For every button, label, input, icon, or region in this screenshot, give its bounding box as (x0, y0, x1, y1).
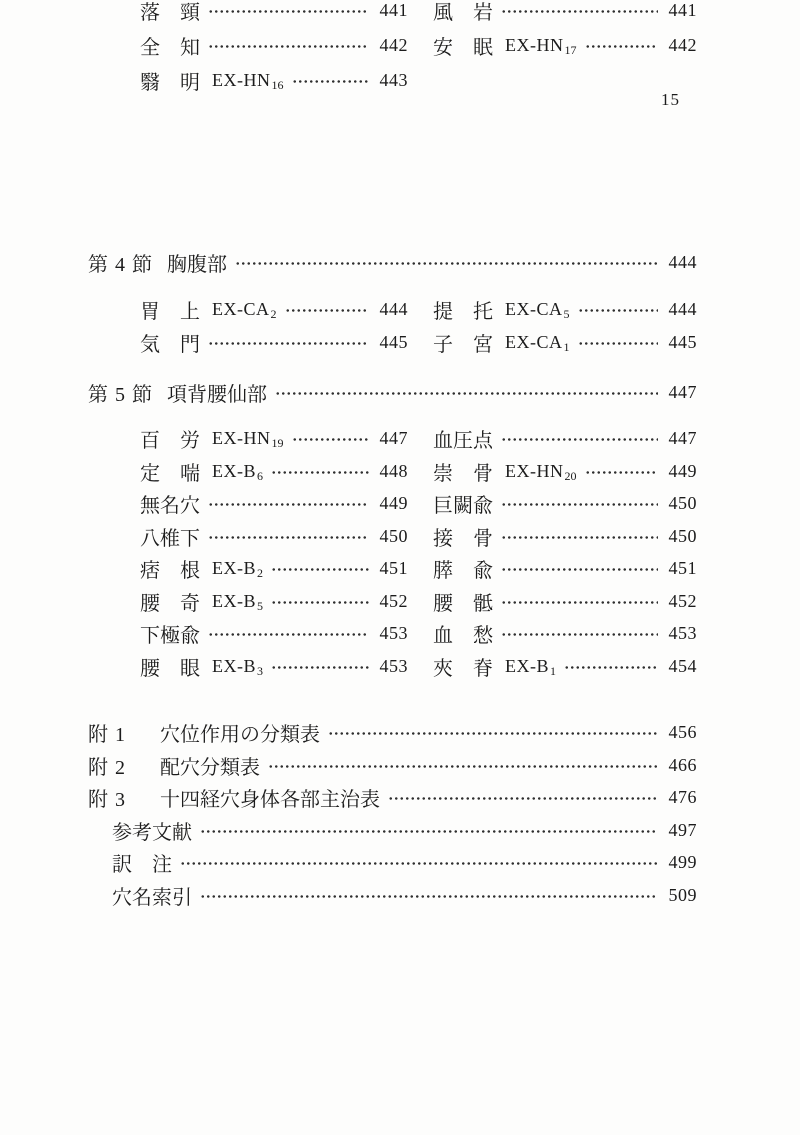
dot-leader (585, 471, 659, 474)
dot-leader (501, 438, 658, 441)
dot-leader (501, 601, 658, 604)
page-ref: 441 (668, 0, 697, 20)
appendix-title: 配穴分類表 (160, 756, 260, 779)
point-name: 落 頸 (140, 2, 200, 24)
page-ref: 442 (379, 35, 408, 55)
point-name: 百 労 (140, 430, 200, 452)
toc-entry (140, 299, 408, 323)
point-name: 定 喘 (140, 462, 200, 485)
toc-entry (433, 525, 697, 550)
page-ref: 443 (379, 70, 408, 90)
page-ref: 509 (668, 884, 697, 905)
toc-entry (433, 558, 697, 582)
toc-entry (433, 331, 697, 356)
dot-leader (501, 536, 658, 539)
dot-leader (271, 568, 369, 571)
appendix-label: 附 2 (88, 756, 126, 779)
page-ref: 442 (668, 35, 697, 55)
page-ref: 451 (668, 558, 697, 578)
point-code: EX-B (212, 655, 256, 676)
toc-entry (140, 623, 408, 647)
appendix-entry (88, 884, 697, 909)
page-ref: 449 (668, 460, 697, 481)
page-ref: 452 (379, 590, 408, 611)
toc-entry (433, 623, 697, 647)
dot-leader (292, 438, 370, 441)
dot-leader (208, 503, 369, 506)
point-code-subscript: 19 (271, 436, 284, 450)
page-ref: 444 (379, 299, 408, 319)
toc-entry (433, 428, 697, 452)
appendix-title: 穴名索引 (112, 886, 192, 909)
page-ref: 450 (668, 493, 697, 513)
dot-leader (328, 732, 658, 735)
page-ref: 450 (668, 525, 697, 546)
appendix-entry (88, 819, 697, 844)
point-name: 腰 奇 (140, 592, 200, 615)
point-name: 提 托 (433, 301, 493, 323)
point-name: 風 岩 (433, 2, 493, 24)
appendix-entry (88, 852, 697, 876)
section-label: 第 5 節 (88, 383, 153, 406)
section-title: 項背腰仙部 (167, 383, 267, 406)
point-name: 痞 根 (140, 560, 200, 582)
point-code: EX-B (212, 460, 256, 481)
dot-leader (271, 666, 369, 669)
page-ref: 453 (379, 655, 408, 676)
point-code: EX-CA (505, 299, 563, 319)
point-code-subscript: 5 (563, 307, 570, 321)
point-name: 崇 骨 (433, 462, 493, 485)
page-ref: 451 (379, 558, 408, 578)
dot-leader (388, 797, 658, 800)
page-ref: 453 (379, 623, 408, 643)
point-name: 気 門 (140, 333, 200, 356)
point-name: 膵 兪 (433, 560, 493, 582)
point-name: 胃 上 (140, 301, 200, 323)
toc-entry (433, 493, 697, 517)
dot-leader (285, 309, 370, 312)
page-ref: 454 (668, 655, 697, 676)
toc-entry (140, 493, 408, 517)
appendix-label: 附 1 (88, 724, 126, 746)
page-ref: 452 (668, 590, 697, 611)
appendix-label: 附 3 (88, 789, 126, 811)
point-name: 夾 脊 (433, 657, 493, 680)
point-code-subscript: 1 (563, 339, 570, 354)
point-name: 血圧点 (433, 430, 493, 452)
dot-leader (501, 568, 658, 571)
toc-entry (433, 655, 697, 680)
appendix-block (88, 722, 697, 917)
toc-entry (433, 590, 697, 615)
section-title: 胸腹部 (167, 253, 227, 276)
toc-block-head (140, 0, 697, 105)
page-ref: 497 (668, 819, 697, 840)
section-label: 第 4 節 (88, 253, 153, 276)
point-code: EX-B (212, 558, 256, 578)
toc-entry (433, 299, 697, 323)
point-code: EX-B (505, 655, 549, 676)
point-code-subscript: 5 (257, 598, 263, 613)
point-code-subscript: 3 (257, 663, 263, 678)
dot-leader (208, 342, 369, 345)
dot-leader (564, 666, 658, 669)
toc-block-section5 (140, 428, 697, 688)
toc-entry (140, 590, 408, 615)
toc-entry (433, 460, 697, 485)
toc-entry (140, 428, 408, 452)
point-code-subscript: 2 (257, 566, 263, 580)
point-code-subscript: 6 (257, 468, 263, 483)
dot-leader (208, 10, 369, 13)
dot-leader (292, 80, 370, 83)
page-ref: 445 (379, 331, 408, 352)
dot-leader (271, 601, 369, 604)
point-code-subscript: 16 (271, 78, 284, 92)
toc-entry (140, 70, 408, 94)
point-name: 血 愁 (433, 625, 493, 647)
dot-leader (578, 309, 659, 312)
point-name: 安 眠 (433, 37, 493, 59)
page-ref: 441 (379, 0, 408, 20)
point-code: EX-CA (212, 299, 270, 319)
page-ref: 447 (668, 381, 697, 402)
toc-block-section4 (140, 299, 697, 364)
point-name: 下極兪 (140, 625, 200, 647)
point-name: 接 骨 (433, 527, 493, 550)
dot-leader (268, 765, 658, 768)
point-name: 無名穴 (140, 495, 200, 517)
section-heading-5 (88, 381, 697, 406)
toc-entry (433, 0, 697, 24)
dot-leader (208, 536, 369, 539)
dot-leader (200, 830, 658, 833)
point-name: 巨闕兪 (433, 495, 493, 517)
page-ref: 456 (668, 722, 697, 742)
page-ref: 450 (379, 525, 408, 546)
point-name: 翳 明 (140, 72, 200, 94)
dot-leader (275, 392, 658, 395)
point-code-subscript: 20 (564, 468, 577, 483)
toc-entry (140, 525, 408, 550)
point-code: EX-CA (505, 331, 563, 352)
point-name: 腰 眼 (140, 657, 200, 680)
point-code-subscript: 1 (550, 663, 556, 678)
dot-leader (208, 633, 369, 636)
dot-leader (501, 633, 658, 636)
page-ref: 466 (668, 754, 697, 775)
appendix-entry (88, 722, 697, 746)
page-ref: 447 (668, 428, 697, 448)
point-code: EX-HN (212, 70, 271, 90)
page-ref: 449 (379, 493, 408, 513)
point-name: 全 知 (140, 37, 200, 59)
toc-entry (140, 558, 408, 582)
point-code: EX-HN (505, 460, 564, 481)
page-ref: 453 (668, 623, 697, 643)
point-code: EX-HN (212, 428, 271, 448)
page-ref: 444 (668, 299, 697, 319)
toc-entry (140, 0, 408, 24)
appendix-entry (88, 787, 697, 811)
appendix-title: 参考文献 (112, 821, 192, 844)
dot-leader (501, 10, 658, 13)
page-ref: 448 (379, 460, 408, 481)
appendix-title: 穴位作用の分類表 (160, 724, 320, 746)
appendix-title: 十四経穴身体各部主治表 (160, 789, 380, 811)
toc-entry (433, 35, 697, 59)
point-code: EX-HN (505, 35, 564, 55)
page-ref: 444 (668, 251, 697, 272)
toc-entry (140, 331, 408, 356)
toc-entry (140, 460, 408, 485)
point-name: 腰 骶 (433, 592, 493, 615)
section-heading-4 (88, 251, 697, 276)
page-ref: 445 (668, 331, 697, 352)
dot-leader (585, 45, 659, 48)
dot-leader (501, 503, 658, 506)
page-ref: 447 (379, 428, 408, 448)
appendix-title: 訳 注 (112, 854, 172, 876)
dot-leader (578, 342, 659, 345)
toc-entry (140, 35, 408, 59)
point-code-subscript: 2 (270, 307, 277, 321)
point-name: 八椎下 (140, 527, 200, 550)
dot-leader (271, 471, 369, 474)
page-ref: 476 (668, 787, 697, 807)
dot-leader (235, 262, 658, 265)
point-code-subscript: 17 (564, 43, 577, 57)
page-number: 15 (661, 90, 680, 109)
dot-leader (200, 895, 658, 898)
dot-leader (208, 45, 369, 48)
point-name: 子 宮 (433, 333, 493, 356)
appendix-entry (88, 754, 697, 779)
toc-entry (140, 655, 408, 680)
dot-leader (180, 862, 658, 865)
point-code: EX-B (212, 590, 256, 611)
page-ref: 499 (668, 852, 697, 872)
